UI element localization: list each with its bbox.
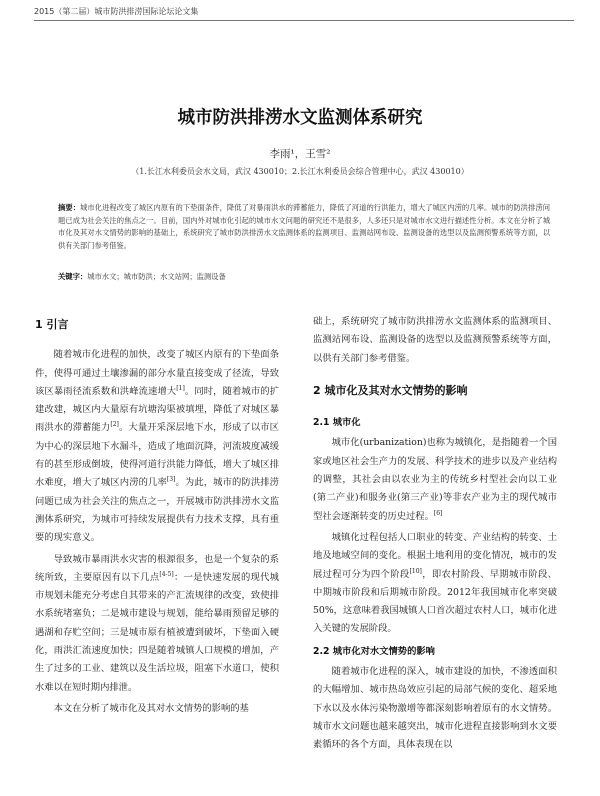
citation: [1] — [176, 384, 185, 392]
paragraph: 导致城市暴雨洪水灾害的根源很多，也是一个复杂的系统所致，主要原因有以下几点[4-5]：一是快速发展的现代城市规划未能充分考虑自其带来的产汇流规律的改变，致使排水系统堵塞负；二是城市建设与规划，能给暴雨预留足够的遇湖和存贮空间；三是城市原有植被遭到破坏，下垫面入硬化，雨洪汇流速度加快；四是随着城镇人口规模的增加，产生了过多的工业、建筑以及生活垃圾，阻塞下水道口，使积水难以在短时期内排泄。 — [35, 553, 279, 693]
paragraph: 城镇化过程包括人口职业的转变、产业结构的转变、土地及地域空间的变化。根据土地利用的变化情况，城市的发展过程可分为四个阶段[10]，即农村阶段、早期城市阶段、中期城市阶段和后期城市阶段。2012年我国城市化率突破50%，这意味着我国城镇人口首次超过农村人口，城市化进入关键的发展阶段。 — [313, 531, 557, 635]
right-column — [313, 313, 557, 758]
abstract-label: 摘要： — [58, 203, 81, 212]
section-heading-introduction: 1 引言 — [35, 318, 69, 331]
affiliation: （1.长江水利委员会水文局，武汉 430010；2.长江水利委员会综合管理中心，武汉 430010） — [131, 167, 469, 176]
keywords-text: 城市水文；城市防洪；水文站网；监测设备 — [87, 272, 226, 281]
paragraph: 城市化(urbanization)也称为城镇化，是指随着一个国家或地区社会生产力的发展、科学技术的进步以及产业结构的调整，其社会由以农业为主的传统乡村型社会向以工业(第二产业)和服务业(第三产业)等非农产业为主的现代城市型社会逐渐转变的历史过程。[6] — [313, 437, 557, 522]
paper-title: 城市防洪排涝水文监测体系研究 — [177, 108, 423, 128]
citation: [6] — [433, 509, 443, 517]
citation: [2] — [110, 421, 119, 429]
abstract — [58, 202, 550, 252]
paragraph: 本文在分析了城市化及其对水文情势的影响的基 — [53, 702, 249, 714]
left-column — [35, 313, 279, 721]
authors: 李雨¹，王雪² — [269, 148, 331, 160]
keywords — [58, 272, 550, 282]
citation: [3] — [166, 476, 176, 484]
subsection-heading: 2.2 城市化对水文情势的影响 — [313, 645, 435, 657]
keywords-label: 关键字： — [58, 272, 88, 281]
subsection-heading: 2.1 城市化 — [313, 417, 361, 429]
citation: [10] — [409, 567, 422, 575]
citation: [4-5] — [159, 570, 174, 578]
running-header: 2015（第二届）城市防洪排涝国际论坛论文集 — [34, 6, 574, 21]
abstract-text: 城市化进程改变了城区内原有的下垫面条件，降低了对暴雨洪水的滞蓄能力，降低了河道的行洪能力，增大了城区内涝的几率。城市的防洪排涝问题已成为社会关注的焦点之一。目前，国内外对城市化引起的城市水文问题的研究还不是很多，人多还只是对城市水文进行描述性分析。本文在分析了城市化及其对水文情势的影响的基础上，系统研究了城市防洪排涝水文监测体系的监测项目、监测站网布设、监测设备的选型以及监测预警系统等方面，以供有关部门参考借鉴。 — [58, 203, 551, 250]
section-heading-urbanization: 2 城市化及其对水文情势的影响 — [313, 383, 468, 397]
paragraph: 础上，系统研究了城市防洪排涝水文监测体系的监测项目、监测站网布设、监测设备的选型以及监测预警系统等方面，以供有关部门参考借鉴。 — [313, 316, 557, 364]
paragraph: 随着城市化进程的深入，城市建设的加快，不渗透面积的大幅增加、城市热岛效应引起的局部气候的变化、超采地下水以及水体污染物激增等都深刻影响着原有的水文情势。城市水文问题也越来越突出，城市化进程直接影响到水文要素循环的各个方面，具体表现在以 — [313, 666, 557, 751]
paragraph: 随着城市化进程的加快，改变了城区内原有的下垫面条件，使得可通过土壤渗漏的部分水量直接变成了径流，导致该区暴雨径流系数和洪峰流速增大[1]。同时，随着城市的扩建改建，城区内大量原有坑塘沟渠被填埋，降低了对城区暴雨洪水的滞蓄能力[2]。大量开采深层地下水，形成了以市区为中心的深层地下水漏斗，造成了地面沉降，河流坡度减缓有的甚至形成倒坡，使得河道行洪能力降低，增大了城区排水难度，增大了城区内涝的几率[3]。为此，城市的防洪排涝问题已成为社会关注的焦点之一，开展城市防洪排涝水文监测体系研究，为城市可持续发展提供有力技术支撑，具有重要的现实意义。 — [35, 349, 279, 544]
